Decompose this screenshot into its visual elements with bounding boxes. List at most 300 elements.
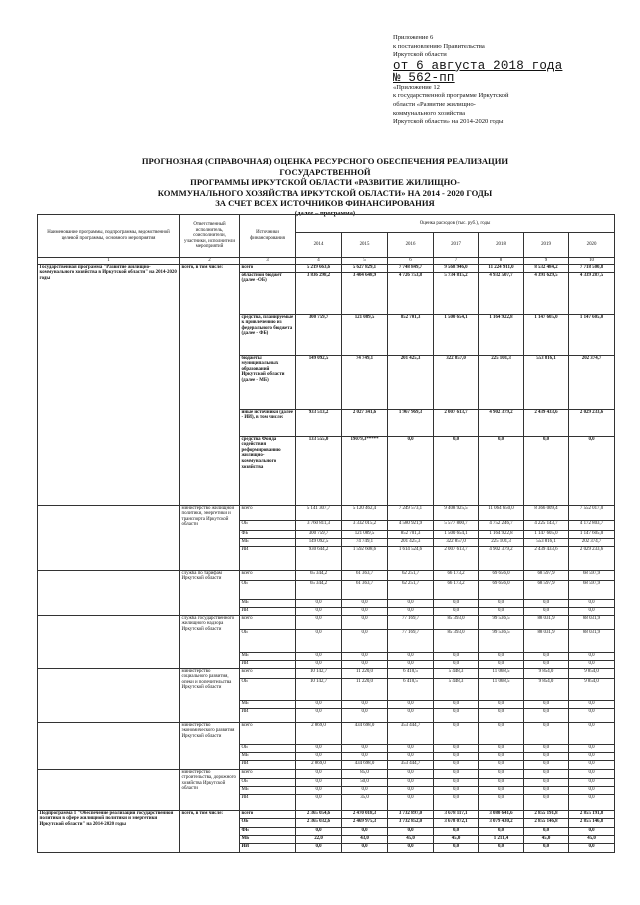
- value-cell: 7 718 500,8: [569, 264, 615, 272]
- value-cell: 0,0: [296, 786, 342, 794]
- source-cell: МБ: [240, 652, 296, 660]
- value-cell: 353 444,7: [388, 760, 434, 769]
- value-cell: 0,0: [434, 827, 479, 835]
- header-year: 2015: [342, 233, 388, 258]
- table-row: [38, 264, 615, 272]
- value-cell: 0,0: [296, 615, 342, 629]
- annex-date: от 6 августа 2018 года: [393, 58, 563, 73]
- value-cell: 0,0: [434, 744, 479, 752]
- value-cell: 0,0: [524, 436, 569, 505]
- value-cell: 0,0: [434, 607, 479, 615]
- value-cell: 88 031,9: [569, 629, 615, 652]
- value-cell: 0,0: [296, 599, 342, 607]
- table-number-row: [38, 258, 615, 265]
- value-cell: 85 393,0: [434, 629, 479, 652]
- annex-line: к государственной программе Иркутской: [393, 92, 509, 100]
- value-cell: 0,0: [296, 700, 342, 708]
- value-cell: 930 644,2: [296, 546, 342, 570]
- value-cell: 0,0: [479, 769, 524, 778]
- value-cell: 68 597,9: [524, 570, 569, 580]
- column-number: 6: [388, 258, 434, 265]
- empty-cell: [38, 570, 180, 615]
- value-cell: 9 408 925,5: [434, 505, 479, 520]
- value-cell: 61 363,7: [342, 580, 388, 599]
- table-header-row: [38, 215, 615, 233]
- value-cell: 3 079 430,2: [479, 818, 524, 827]
- annex-line: коммунального хозяйства: [393, 109, 466, 117]
- value-cell: 7 748 849,7: [388, 264, 434, 272]
- source-cell: МБ: [240, 538, 296, 546]
- source-cell: ИИ: [240, 760, 296, 769]
- value-cell: 0,0: [342, 607, 388, 615]
- value-cell: 0,0: [479, 786, 524, 794]
- value-cell: 2 469 975,3: [342, 818, 388, 827]
- annex-line: области «Развитие жилищно-: [393, 100, 476, 108]
- value-cell: 9 854,0: [569, 668, 615, 678]
- source-cell: ИИ: [240, 708, 296, 722]
- value-cell: 1 592 608,6: [342, 546, 388, 570]
- value-cell: 0,0: [388, 786, 434, 794]
- value-cell: 0,0: [479, 752, 524, 760]
- value-cell: 322 857,0: [434, 355, 479, 409]
- value-cell: 0,0: [388, 794, 434, 810]
- value-cell: 0,0: [296, 629, 342, 652]
- value-cell: 4 726 753,8: [388, 272, 434, 314]
- value-cell: 225 101,3: [479, 355, 524, 409]
- value-cell: 2 439 433,6: [524, 409, 569, 436]
- value-cell: 0,0: [296, 660, 342, 668]
- empty-cell: [38, 722, 180, 769]
- value-cell: 62 251,7: [388, 580, 434, 599]
- value-cell: 434 698,0: [342, 722, 388, 744]
- value-cell: 11 064 650,0: [479, 505, 524, 520]
- value-cell: 0,0: [524, 827, 569, 835]
- value-cell: 9 568 946,0: [434, 264, 479, 272]
- header-year: 2014: [296, 233, 342, 258]
- value-cell: 1 164 922,8: [479, 314, 524, 355]
- header-program: Наименование программы, подпрограммы, ведомственной целевой программы, основного мероприятия: [38, 215, 180, 258]
- value-cell: 0,0: [479, 607, 524, 615]
- source-cell: МБ: [240, 752, 296, 760]
- value-cell: 121 089,5: [342, 530, 388, 538]
- value-cell: 45,0: [388, 835, 434, 843]
- header-year: 2018: [479, 233, 524, 258]
- value-cell: 11 068,5: [479, 678, 524, 700]
- value-cell: 0,0: [434, 599, 479, 607]
- header-estimate: Оценка расходов (тыс. руб.), годы: [296, 215, 615, 233]
- value-cell: 77 169,7: [388, 629, 434, 652]
- value-cell: 3 678 072,1: [434, 818, 479, 827]
- source-cell: МБ: [240, 786, 296, 794]
- source-cell: всего: [240, 668, 296, 678]
- value-cell: 0,0: [388, 778, 434, 786]
- annex-line: Приложение 6: [393, 34, 434, 41]
- value-cell: 0,0: [479, 599, 524, 607]
- empty-cell: [38, 668, 180, 722]
- value-cell: 0,0: [296, 652, 342, 660]
- value-cell: 3 332 015,2: [342, 520, 388, 530]
- value-cell: 5 448,3: [434, 668, 479, 678]
- value-cell: 0,0: [569, 769, 615, 778]
- source-cell: ФБ: [240, 827, 296, 835]
- value-cell: 0,0: [434, 660, 479, 668]
- value-cell: 88 031,9: [524, 629, 569, 652]
- value-cell: 0,0: [524, 599, 569, 607]
- value-cell: 1 614 524,6: [388, 546, 434, 570]
- value-cell: 65 344,2: [296, 570, 342, 580]
- value-cell: 0,0: [296, 794, 342, 810]
- value-cell: 0,0: [434, 436, 479, 505]
- value-cell: 2 855 146,8: [569, 818, 615, 827]
- value-cell: 852 701,3: [388, 314, 434, 355]
- value-cell: 0,0: [388, 843, 434, 852]
- value-cell: 0,0: [388, 708, 434, 722]
- value-cell: 0,0: [296, 744, 342, 752]
- value-cell: 3 732 897,0: [388, 810, 434, 818]
- value-cell: 201 425,3: [388, 355, 434, 409]
- value-cell: 0,0: [479, 660, 524, 668]
- value-cell: 1 500 654,1: [434, 530, 479, 538]
- value-cell: 45,0: [569, 835, 615, 843]
- value-cell: 68 597,9: [524, 580, 569, 599]
- value-cell: 69 656,0: [479, 570, 524, 580]
- value-cell: 0,0: [479, 652, 524, 660]
- value-cell: 5 734 815,2: [434, 272, 479, 314]
- empty-cell: [38, 505, 180, 570]
- value-cell: 0,0: [479, 700, 524, 708]
- value-cell: 0,0: [569, 744, 615, 752]
- value-cell: 202 374,7: [569, 538, 615, 546]
- annex-block: [393, 34, 623, 127]
- value-cell: 0,0: [342, 660, 388, 668]
- value-cell: 11 224 911,0: [479, 264, 524, 272]
- value-cell: 7 249 573,1: [388, 505, 434, 520]
- value-cell: 0,0: [479, 827, 524, 835]
- value-cell: 0,0: [388, 769, 434, 778]
- header-source: Источники финансирования: [240, 215, 296, 258]
- value-cell: 9 854,0: [524, 668, 569, 678]
- value-cell: 74 749,1: [342, 538, 388, 546]
- value-cell: 3 760 811,3: [296, 520, 342, 530]
- value-cell: 149 092,5: [296, 355, 342, 409]
- value-cell: 0,0: [569, 660, 615, 668]
- value-cell: 933 513,2: [296, 409, 342, 436]
- value-cell: 0,0: [479, 744, 524, 752]
- value-cell: 0,0: [479, 778, 524, 786]
- value-cell: 0,0: [569, 607, 615, 615]
- value-cell: 0,0: [342, 652, 388, 660]
- value-cell: 68 597,9: [569, 580, 615, 599]
- annex-line: Иркутской области: [393, 51, 447, 59]
- value-cell: 0,0: [569, 778, 615, 786]
- value-cell: 4 391 629,5: [524, 272, 569, 314]
- value-cell: 0,0: [434, 778, 479, 786]
- value-cell: 10 142,7: [296, 678, 342, 700]
- value-cell: 3 732 852,0: [388, 818, 434, 827]
- source-cell: всего: [240, 810, 296, 818]
- value-cell: 4 752 246,7: [479, 520, 524, 530]
- value-cell: 0,0: [569, 700, 615, 708]
- value-cell: 0,0: [479, 708, 524, 722]
- value-cell: 9 854,0: [569, 678, 615, 700]
- table-row: [38, 570, 615, 580]
- value-cell: 0,0: [479, 436, 524, 505]
- annex-line: к постановлению Правительства: [393, 42, 485, 50]
- value-cell: 4 902 379,2: [479, 546, 524, 570]
- source-cell: МБ: [240, 599, 296, 607]
- value-cell: 553 816,1: [524, 355, 569, 409]
- value-cell: 0,0: [569, 794, 615, 810]
- value-cell: 0,0: [434, 786, 479, 794]
- value-cell: 2 007 613,7: [434, 546, 479, 570]
- value-cell: 0,0: [569, 843, 615, 852]
- empty-cell: [38, 615, 180, 668]
- value-cell: 201 425,3: [388, 538, 434, 546]
- source-cell: ИИ: [240, 607, 296, 615]
- value-cell: 61 363,7: [342, 570, 388, 580]
- value-cell: 2 029 233,6: [569, 546, 615, 570]
- value-cell: 4 172 803,7: [569, 520, 615, 530]
- value-cell: 0,0: [479, 843, 524, 852]
- value-cell: 0,0: [342, 599, 388, 607]
- value-cell: 0,0: [434, 760, 479, 769]
- value-cell: 0,0: [388, 744, 434, 752]
- column-number: 7: [434, 258, 479, 265]
- source-cell: средства Фонда содействия реформированию жилищно-коммунального хозяйства: [240, 436, 296, 505]
- value-cell: 62 251,7: [388, 570, 434, 580]
- table-row: [38, 615, 615, 629]
- value-cell: 1 967 969,3: [388, 409, 434, 436]
- source-cell: ОБ: [240, 818, 296, 827]
- value-cell: 0,0: [524, 660, 569, 668]
- source-cell: всего: [240, 264, 296, 272]
- value-cell: 0,0: [569, 760, 615, 769]
- value-cell: 99 536,5: [479, 629, 524, 652]
- value-cell: 11 220,0: [342, 668, 388, 678]
- value-cell: 300 759,7: [296, 314, 342, 355]
- value-cell: 6 410,5: [388, 678, 434, 700]
- column-number: 10: [569, 258, 615, 265]
- source-cell: МБ: [240, 835, 296, 843]
- value-cell: 6 410,5: [388, 668, 434, 678]
- value-cell: 45,0: [524, 835, 569, 843]
- value-cell: 43,0: [342, 835, 388, 843]
- value-cell: 0,0: [296, 843, 342, 852]
- source-cell: всего: [240, 722, 296, 744]
- column-number: 9: [524, 258, 569, 265]
- value-cell: 4 902 379,2: [479, 409, 524, 436]
- value-cell: 0,0: [524, 607, 569, 615]
- source-cell: всего: [240, 505, 296, 520]
- source-cell: областной бюджет (далее -ОБ): [240, 272, 296, 314]
- value-cell: 4 580 921,9: [388, 520, 434, 530]
- value-cell: 0,0: [569, 752, 615, 760]
- value-cell: 5 141 307,7: [296, 505, 342, 520]
- value-cell: 7 552 017,0: [569, 505, 615, 520]
- value-cell: 9 854,0: [524, 678, 569, 700]
- value-cell: 2 855 191,8: [569, 810, 615, 818]
- value-cell: 2 365 054,6: [296, 810, 342, 818]
- header-year: 2016: [388, 233, 434, 258]
- value-cell: 5 120 462,4: [342, 505, 388, 520]
- value-cell: 68 597,9: [569, 570, 615, 580]
- value-cell: 0,0: [524, 843, 569, 852]
- value-cell: 1 147 605,0: [524, 314, 569, 355]
- executor-name: министерство жилищной политики, энергетики и транспорта Иркутской области: [180, 505, 240, 570]
- value-cell: 66 173,2: [434, 580, 479, 599]
- subprogram-executor: всего, в том числе:: [180, 810, 240, 852]
- value-cell: 0,0: [342, 708, 388, 722]
- value-cell: 300 759,7: [296, 530, 342, 538]
- value-cell: 0,0: [434, 843, 479, 852]
- table-row: [38, 769, 615, 778]
- value-cell: 2 470 018,3: [342, 810, 388, 818]
- source-cell: всего: [240, 769, 296, 778]
- value-cell: 11 220,0: [342, 678, 388, 700]
- value-cell: 66 173,2: [434, 570, 479, 580]
- header-year: 2020: [569, 233, 615, 258]
- value-cell: 0,0: [569, 786, 615, 794]
- empty-cell: [38, 769, 180, 810]
- value-cell: 0,0: [296, 778, 342, 786]
- value-cell: 0,0: [434, 700, 479, 708]
- source-cell: ОБ: [240, 744, 296, 752]
- value-cell: 2 027 341,6: [342, 409, 388, 436]
- value-cell: 0,0: [524, 786, 569, 794]
- value-cell: 0,0: [296, 769, 342, 778]
- executor-name: служба по тарифам Иркутской области: [180, 570, 240, 615]
- executor-name: министерство строительства, дорожного хозяйства Иркутской области: [180, 769, 240, 810]
- program-executor: всего, в том числе:: [180, 264, 240, 505]
- value-cell: 10 142,7: [296, 668, 342, 678]
- column-number: 2: [180, 258, 240, 265]
- source-cell: бюджеты муниципальных образований Иркутской области (далее - МБ): [240, 355, 296, 409]
- value-cell: 553 816,1: [524, 538, 569, 546]
- value-cell: 0,0: [434, 708, 479, 722]
- value-cell: 22,0: [296, 835, 342, 843]
- source-cell: ИИ: [240, 843, 296, 852]
- value-cell: 0,0: [342, 827, 388, 835]
- value-cell: 0,0: [388, 827, 434, 835]
- source-cell: ОБ: [240, 629, 296, 652]
- value-cell: 0,0: [524, 760, 569, 769]
- value-cell: 434 698,0: [342, 760, 388, 769]
- value-cell: 4 225 143,7: [524, 520, 569, 530]
- value-cell: 0,0: [296, 752, 342, 760]
- value-cell: 5 627 829,1: [342, 264, 388, 272]
- annex-line: Иркутской области» на 2014-2020 годы: [393, 118, 504, 126]
- value-cell: 0,0: [296, 827, 342, 835]
- value-cell: 0,0: [434, 769, 479, 778]
- value-cell: 99 536,5: [479, 615, 524, 629]
- value-cell: 0,0: [388, 752, 434, 760]
- value-cell: 3 404 648,9: [342, 272, 388, 314]
- column-number: 5: [342, 258, 388, 265]
- value-cell: 0,0: [524, 794, 569, 810]
- value-cell: 0,0: [388, 660, 434, 668]
- executor-name: министерство экономического развития Иркутской области: [180, 722, 240, 769]
- executor-name: министерство социального развития, опеки и попечительства Иркутской области: [180, 668, 240, 722]
- document-title: ПРОГНОЗНАЯ (СПРАВОЧНАЯ) ОЦЕНКА РЕСУРСНОГО ОБЕСПЕЧЕНИЯ РЕАЛИЗАЦИИ ГОСУДАРСТВЕННОЙ ПРОГРАММЫ ИРКУТСКОЙ ОБЛАСТИ «РАЗВИТИЕ ЖИЛИЩНО- КОММУНАЛЬНОГО ХОЗЯЙСТВА ИРКУТСКОЙ ОБЛАСТИ» НА 2014 - 2020 ГОДЫ ЗА СЧЕТ ВСЕХ ИСТОЧНИКОВ ФИНАНСИРОВАНИЯ (далее – программа): [141, 156, 509, 217]
- value-cell: 121 089,5: [342, 314, 388, 355]
- value-cell: 1 147 605,0: [569, 314, 615, 355]
- source-cell: ФБ: [240, 530, 296, 538]
- value-cell: 1 211,4: [479, 835, 524, 843]
- value-cell: 11 068,5: [479, 668, 524, 678]
- value-cell: 2 439 433,6: [524, 546, 569, 570]
- value-cell: 88 031,9: [524, 615, 569, 629]
- value-cell: 0,0: [342, 700, 388, 708]
- value-cell: 0,0: [342, 752, 388, 760]
- value-cell: 0,0: [569, 827, 615, 835]
- value-cell: 0,0: [388, 652, 434, 660]
- value-cell: 0,0: [524, 752, 569, 760]
- source-cell: средства, планируемые к привлечению из федерального бюджета (далее - ФБ): [240, 314, 296, 355]
- value-cell: 0,0: [569, 599, 615, 607]
- value-cell: 0,0: [569, 436, 615, 505]
- value-cell: 3 836 298,2: [296, 272, 342, 314]
- value-cell: 5 448,3: [434, 678, 479, 700]
- value-cell: 0,0: [434, 722, 479, 744]
- source-cell: всего: [240, 570, 296, 580]
- value-cell: 0,0: [524, 769, 569, 778]
- value-cell: 8 366 009,4: [524, 505, 569, 520]
- value-cell: 0,0: [388, 607, 434, 615]
- value-cell: 85,0: [342, 769, 388, 778]
- value-cell: 0,0: [342, 629, 388, 652]
- annex-number: № 562-пп: [393, 70, 455, 85]
- value-cell: 5 577 800,7: [434, 520, 479, 530]
- value-cell: 88 031,9: [569, 615, 615, 629]
- value-cell: 0,0: [296, 607, 342, 615]
- value-cell: 0,0: [342, 615, 388, 629]
- value-cell: 202 374,7: [569, 355, 615, 409]
- value-cell: 852 701,3: [388, 530, 434, 538]
- value-cell: 5 219 663,6: [296, 264, 342, 272]
- value-cell: 149 092,5: [296, 538, 342, 546]
- header-executor: Ответственный исполнитель, соисполнители, участники, исполнители мероприятий: [180, 215, 240, 258]
- value-cell: 0,0: [342, 744, 388, 752]
- value-cell: 0,0: [434, 752, 479, 760]
- value-cell: 1 147 605,0: [524, 530, 569, 538]
- value-cell: 2 855 191,8: [524, 810, 569, 818]
- value-cell: 50,0: [342, 778, 388, 786]
- value-cell: 1 500 654,1: [434, 314, 479, 355]
- header-year: 2019: [524, 233, 569, 258]
- value-cell: 0,0: [524, 700, 569, 708]
- value-cell: 2 007 613,7: [434, 409, 479, 436]
- value-cell: 2 029 233,6: [569, 409, 615, 436]
- table-row: [38, 810, 615, 818]
- value-cell: 133 555,0: [296, 436, 342, 505]
- source-cell: ИИ: [240, 546, 296, 570]
- source-cell: ИИ: [240, 794, 296, 810]
- value-cell: 4 339 287,5: [569, 272, 615, 314]
- value-cell: 0,0: [388, 700, 434, 708]
- value-cell: 0,0: [388, 599, 434, 607]
- value-cell: 0,0: [342, 786, 388, 794]
- value-cell: 353 444,7: [388, 722, 434, 744]
- value-cell: 0,0: [569, 722, 615, 744]
- value-cell: 65 344,2: [296, 580, 342, 599]
- value-cell: 8 532 484,2: [524, 264, 569, 272]
- value-cell: 0,0: [524, 722, 569, 744]
- value-cell: 35,0: [342, 794, 388, 810]
- value-cell: 0,0: [569, 708, 615, 722]
- value-cell: 0,0: [524, 652, 569, 660]
- value-cell: 0,0: [479, 794, 524, 810]
- value-cell: 19079,3*****: [342, 436, 388, 505]
